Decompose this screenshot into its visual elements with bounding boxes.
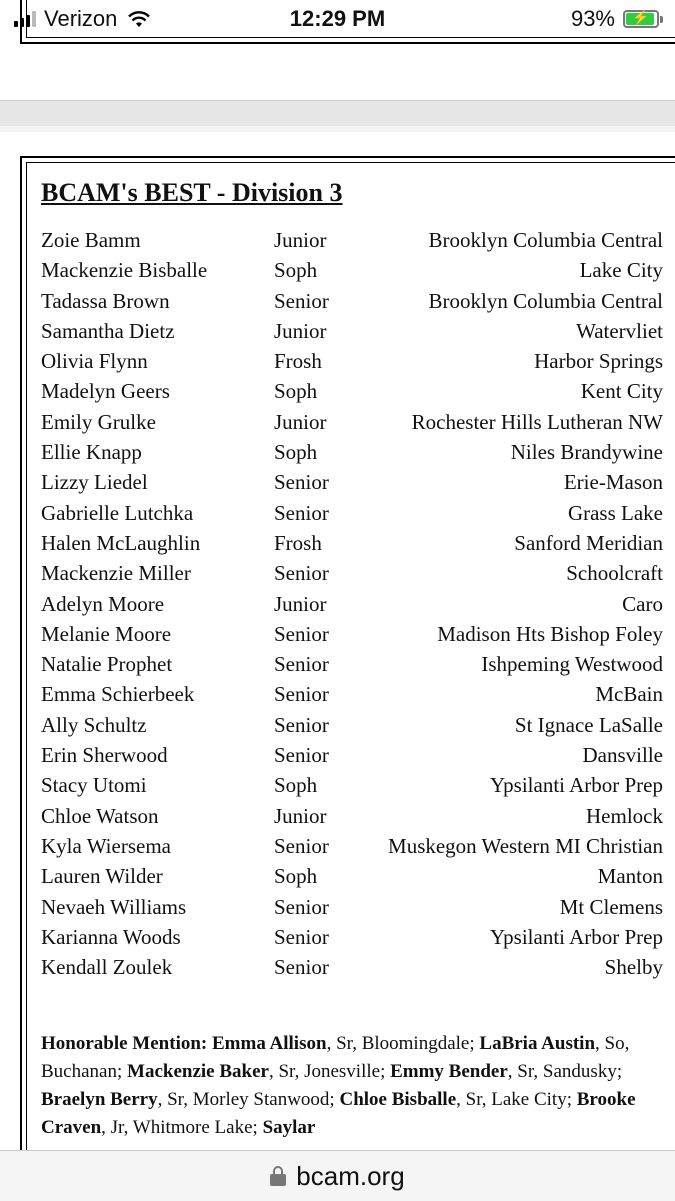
player-school: Manton [597, 864, 663, 889]
player-name: Lizzy Liedel [41, 470, 148, 495]
honorable-info: , Sr, Jonesville; [268, 1061, 391, 1082]
honorable-info: , Sr, Lake City; [456, 1089, 577, 1110]
player-grade: Senior [274, 712, 329, 737]
player-grade: Frosh [274, 349, 322, 374]
player-name: Emma Schierbeek [41, 682, 195, 707]
clock: 12:29 PM [289, 6, 386, 31]
roster-row [41, 286, 663, 316]
player-grade: Soph [274, 864, 318, 889]
player-grade: Senior [274, 894, 329, 919]
player-school: Dansville [582, 743, 663, 768]
roster-row [41, 649, 663, 679]
player-name: Natalie Prophet [41, 652, 173, 677]
player-name: Karianna Woods [41, 924, 181, 949]
roster-row [41, 589, 663, 619]
roster-row [41, 922, 663, 952]
player-name: Emily Grulke [41, 409, 156, 434]
player-name: Zoie Bamm [41, 228, 141, 252]
player-grade: Frosh [274, 530, 322, 555]
player-school: Caro [622, 591, 663, 616]
section-divider [0, 100, 675, 127]
player-school: Kent City [580, 379, 663, 404]
roster-row [41, 498, 663, 528]
carrier-label: Verizon [44, 6, 118, 31]
lock-icon [270, 1166, 286, 1186]
player-name: Melanie Moore [41, 621, 172, 646]
roster-row [41, 801, 663, 831]
roster-row [41, 740, 663, 770]
url-text[interactable]: bcam.org [296, 1160, 405, 1191]
roster-row [41, 528, 663, 558]
player-school: McBain [595, 682, 663, 707]
player-school: Hemlock [586, 803, 663, 828]
player-grade: Soph [274, 258, 318, 283]
honorable-name: Emma Allison [212, 1033, 327, 1054]
player-school: Watervliet [576, 318, 663, 343]
player-school: Ypsilanti Arbor Prep [489, 924, 663, 949]
honorable-info: , Jr, Whitmore Lake; [101, 1117, 263, 1138]
player-name: Chloe Watson [41, 803, 159, 828]
player-name: Madelyn Geers [41, 379, 170, 404]
previous-section-box [20, 0, 675, 44]
player-name: Ally Schultz [41, 712, 147, 737]
player-grade: Soph [274, 440, 318, 465]
roster-row [41, 619, 663, 649]
section-divider-shadow [0, 126, 675, 132]
player-grade: Soph [274, 773, 318, 798]
player-school: Sanford Meridian [514, 530, 663, 555]
player-school: Muskegon Western MI Christian [388, 833, 663, 858]
player-name: Mackenzie Bisballe [41, 258, 208, 283]
player-name: Samantha Dietz [41, 318, 175, 343]
player-school: Ishpeming Westwood [481, 652, 663, 677]
player-school: Harbor Springs [534, 349, 663, 374]
honorable-name: Emmy Bender [390, 1061, 508, 1082]
player-grade: Senior [274, 470, 329, 495]
player-grade: Senior [274, 924, 329, 949]
player-grade: Senior [274, 955, 329, 980]
player-school: Rochester Hills Lutheran NW [411, 409, 663, 434]
player-school: Schoolcraft [566, 561, 663, 586]
player-grade: Senior [274, 500, 329, 525]
honorable-name: LaBria Austin [479, 1033, 596, 1054]
roster-row [41, 861, 663, 891]
roster-row [41, 558, 663, 588]
player-grade: Junior [274, 318, 327, 343]
player-grade: Senior [274, 682, 329, 707]
honorable-info: , Sr, Morley Stanwood; [157, 1089, 340, 1110]
player-school: Grass Lake [567, 500, 663, 525]
honorable-label: Honorable Mention: [41, 1033, 208, 1054]
player-name: Halen McLaughlin [41, 530, 201, 555]
roster-row [41, 467, 663, 497]
player-school: Lake City [579, 258, 663, 283]
player-grade: Junior [274, 803, 327, 828]
honorable-name: Braelyn Berry [41, 1089, 158, 1110]
player-grade: Senior [274, 833, 329, 858]
player-grade: Soph [274, 379, 318, 404]
player-name: Mackenzie Miller [41, 561, 191, 586]
roster-row [41, 710, 663, 740]
honorable-name: Chloe Bisballe [339, 1089, 457, 1110]
roster-row [41, 831, 663, 861]
charging-bolt-icon: ⚡ [632, 9, 650, 25]
player-name: Lauren Wilder [41, 864, 163, 889]
honorable-name: Mackenzie Baker [127, 1061, 269, 1082]
player-school: Niles Brandywine [510, 440, 663, 465]
honorable-info: , So, Buchanan; [41, 1033, 630, 1082]
roster-row [41, 316, 663, 346]
player-name: Ellie Knapp [41, 440, 142, 465]
honorable-mention [41, 1030, 641, 1142]
url-bar[interactable] [0, 1150, 675, 1201]
roster-row [41, 437, 663, 467]
player-name: Kyla Wiersema [41, 833, 171, 858]
player-name: Nevaeh Williams [41, 894, 187, 919]
player-school: Madison Hts Bishop Foley [437, 621, 663, 646]
player-name: Tadassa Brown [41, 288, 170, 313]
player-grade: Senior [274, 652, 329, 677]
player-grade: Junior [274, 591, 327, 616]
player-grade: Senior [274, 561, 329, 586]
roster-row [41, 892, 663, 922]
player-school: Erie-Mason [563, 470, 663, 495]
player-grade: Junior [274, 228, 327, 252]
player-school: Ypsilanti Arbor Prep [489, 773, 663, 798]
roster-row [41, 255, 663, 285]
player-grade: Senior [274, 743, 329, 768]
player-school: Brooklyn Columbia Central [428, 288, 663, 313]
battery-percent: 93% [570, 6, 615, 31]
player-name: Erin Sherwood [41, 743, 168, 768]
roster-row [41, 376, 663, 406]
honorable-info: , Sr, Sandusky; [507, 1061, 623, 1082]
player-name: Adelyn Moore [41, 591, 165, 616]
player-school: Mt Clemens [559, 894, 663, 919]
roster-list [41, 225, 663, 982]
section-heading: BCAM's BEST - Division 3 [41, 178, 343, 207]
honorable-info: , Sr, Bloomingdale; [326, 1033, 480, 1054]
player-grade: Senior [274, 621, 329, 646]
honorable-name: Brooke Craven [41, 1089, 636, 1138]
roster-row [41, 225, 663, 255]
honorable-name: Saylar [262, 1117, 316, 1138]
player-name: Olivia Flynn [41, 349, 148, 374]
player-name: Kendall Zoulek [41, 955, 173, 980]
roster-row [41, 679, 663, 709]
player-school: Brooklyn Columbia Central [428, 228, 663, 252]
player-name: Gabrielle Lutchka [41, 500, 194, 525]
player-school: Shelby [604, 955, 663, 980]
player-grade: Senior [274, 288, 329, 313]
roster-row [41, 770, 663, 800]
player-name: Stacy Utomi [41, 773, 147, 798]
player-grade: Junior [274, 409, 327, 434]
roster-row [41, 346, 663, 376]
player-school: St Ignace LaSalle [514, 712, 663, 737]
roster-row [41, 407, 663, 437]
roster-row [41, 952, 663, 982]
